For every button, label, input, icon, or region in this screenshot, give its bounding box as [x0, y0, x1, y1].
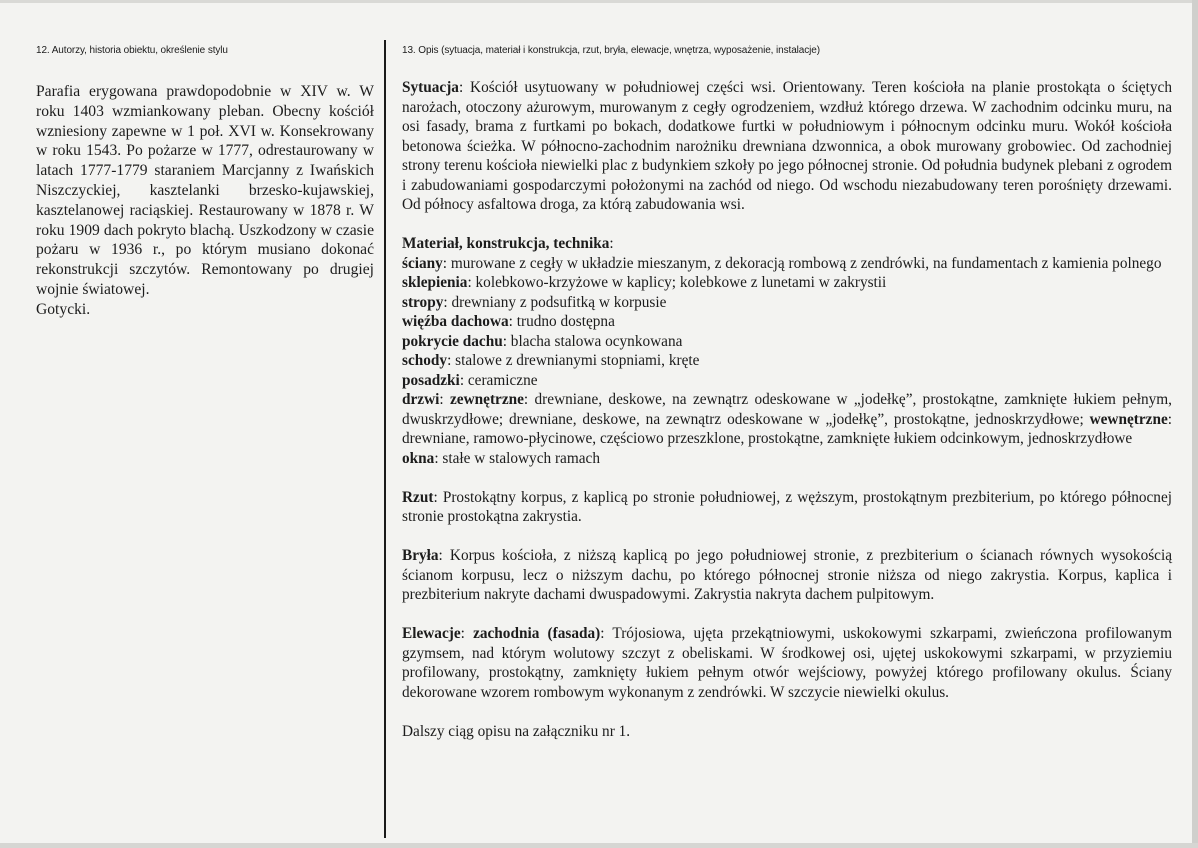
elewacje-sub-label: zachodnia (fasada) [473, 625, 601, 642]
elewacje-text: : Trójosiowa, ujęta przekątniowymi, uskokowymi szkarpami, zwieńczona profilowanym gzymsem, nad którym wolutowy szczyt z obeliskami. W środkowej osi, ujętej uskokowymi szkarpami, w przyziemiu profilowany, prostokątny, zamknięty łukiem pełnym otwór wejściowy, powyżej którego profilowany okulus. Ściany dekorowane wzorem rombowym wykonanym z zendrówki. W szczycie niewielki okulus. [402, 625, 1172, 701]
section-12-heading: 12. Autorzy, historia obiektu, określenie stylu [36, 45, 228, 56]
material-item-text: : ceramiczne [459, 371, 538, 389]
okna-label: okna [402, 449, 435, 467]
drzwi-separator: : [439, 391, 451, 408]
okna-text: : stałe w stalowych ramach [434, 449, 600, 467]
elewacje-separator: : [460, 625, 474, 642]
page-edge-bottom [0, 843, 1198, 848]
rzut-label: Rzut [402, 488, 434, 506]
description-body [402, 78, 1172, 741]
material-heading [402, 234, 1172, 254]
column-divider [384, 40, 386, 838]
material-item-text: : drewniany z podsufitką w korpusie [443, 293, 667, 311]
elewacje-label: Elewacje [402, 625, 461, 642]
material-item-label: sklepienia [402, 274, 468, 291]
material-item-label: schody [402, 352, 448, 369]
continuation-note: Dalszy ciąg opisu na załączniku nr 1. [402, 722, 631, 740]
drzwi-zewnetrzne-label: zewnętrzne [450, 391, 524, 408]
section-12-history [36, 44, 374, 320]
drzwi-wewnetrzne-text: : drewniane, ramowo-płycinowe, częściowo przeszklone, prostokątne, zamknięte łukiem odcinkowym, jednoskrzydłowe [402, 410, 1172, 447]
history-text: Parafia erygowana prawdopodobnie w XIV w. W roku 1403 wzmiankowany pleban. Obecny kościół wzniesiony zapewne w 1 poł. XVI w. Konsekrowany w roku 1543. Po pożarze w 1777, odrestaurowany w latach 1777-1779 staraniem Marcjanny z Iwańskich Niszczyckiej, kasztelanki brzesko-kujawskiej, kasztelanowej raciąskiej. Restaurowany w 1878 r. W roku 1909 dach pokryto blachą. Uszkodzony w czasie pożaru w 1936 r., po którym musiano dokonać rekonstrukcji szczytów. Remontowany po drugiej wojnie światowej. [36, 83, 374, 298]
sytuacja-label: Sytuacja [402, 79, 459, 96]
material-item-label: ściany [402, 254, 443, 272]
drzwi-label: drzwi [402, 391, 440, 408]
material-item-label: więźba dachowa [402, 313, 509, 330]
drzwi-zewnetrzne-text: : drewniane, deskowe, na zewnątrz odeskowane w „jodełkę”, prostokątne, zamknięte łukiem pełnym, dwuskrzydłowe; drewniane, deskowe, na zewnątrz odeskowane w „jodełkę”, prostokątne, jednoskrzydłowe; [402, 391, 1173, 428]
material-item-text: : trudno dostępna [508, 313, 615, 330]
section-13-description [402, 44, 1172, 741]
material-item-stropy [402, 293, 1172, 313]
material-item-posadzki [402, 371, 1172, 391]
spacer [402, 215, 1172, 235]
drzwi-wewnetrzne-label: wewnętrzne [1089, 410, 1168, 428]
material-item-pokrycie [402, 332, 1172, 352]
bryla-label: Bryła [402, 547, 439, 564]
material-item-label: posadzki [402, 371, 460, 389]
sytuacja-text: : Kościół usytuowany w południowej części wsi. Orientowany. Teren kościoła na planie prostokąta o ściętych narożach, otoczony ażurowym, murowanym z cegły ogrodzeniem, wzdłuż którego drzewa. W zachodnim odcinku muru, na osi fasady, brama z furtkami po bokach, dodatkowe furtki w południowym i północnym odcinku muru. Wokół kościoła betonowa ścieżka. W północno-zachodnim narożniku drewniana dzwonnica, a obok murowany grobowiec. Od zachodniej strony terenu kościoła niewielki plac z budynkiem szkoły po jego północnej stronie. Od południa budynek plebani z ogrodem i zabudowaniami gospodarczymi położonymi na zachód od niego. Od wschodu niezabudowany teren porośnięty drzewami. Od północy asfaltowa droga, za którą zabudowania wsi. [402, 79, 1172, 213]
sytuacja-paragraph [402, 78, 1172, 215]
material-item-label: stropy [402, 293, 444, 311]
material-item-text: : blacha stalowa ocynkowana [502, 332, 683, 350]
material-item-text: : kolebkowo-krzyżowe w kaplicy; kolebkowe z lunetami w zakrystii [467, 274, 887, 291]
material-heading-label: Materiał, konstrukcja, technika [402, 235, 610, 252]
section-13-heading: 13. Opis (sytuacja, materiał i konstrukcja, rzut, bryła, elewacje, wnętrza, wyposażenie, instalacje) [402, 45, 820, 56]
material-item-text: : stalowe z drewnianymi stopniami, kręte [447, 352, 700, 369]
page-edge-right [1192, 0, 1198, 848]
page-edge-top [0, 0, 1198, 3]
material-item-label: pokrycie dachu [402, 332, 503, 350]
bryla-text: : Korpus kościoła, z niższą kaplicą po jego południowej stronie, z prezbiterium o ścianach równych wysokością ścianom korpusu, lecz o niższym dachu, po którego północnej stronie niższa od niego zakrystia. Korpus, kaplica i prezbiterium nakryte dachami dwuspadowymi. Zakrystia nakryta dachem pulpitowym. [402, 547, 1172, 603]
spacer [402, 702, 1172, 722]
style-text: Gotycki. [36, 300, 91, 318]
material-item-sklepienia [402, 273, 1172, 293]
rzut-text: : Prostokątny korpus, z kaplicą po stronie południowej, z węższym, prostokątnym prezbiterium, po którego północnej stronie prostokątna zakrystia. [402, 488, 1172, 525]
rzut-paragraph [402, 488, 1172, 527]
spacer [402, 605, 1172, 625]
material-item-wiezba [402, 312, 1172, 332]
elewacje-paragraph [402, 624, 1172, 702]
material-item-drzwi [402, 390, 1172, 449]
material-item-sciany [402, 254, 1172, 274]
spacer [402, 527, 1172, 547]
bryla-paragraph [402, 546, 1172, 605]
material-item-okna [402, 449, 1172, 469]
material-heading-colon: : [609, 235, 614, 252]
history-paragraph [36, 82, 374, 320]
material-item-schody [402, 351, 1172, 371]
spacer [402, 468, 1172, 488]
material-item-text: : murowane z cegły w układzie mieszanym, z dekoracją rombową z zendrówki, na fundamentach z kamienia polnego [442, 254, 1162, 272]
